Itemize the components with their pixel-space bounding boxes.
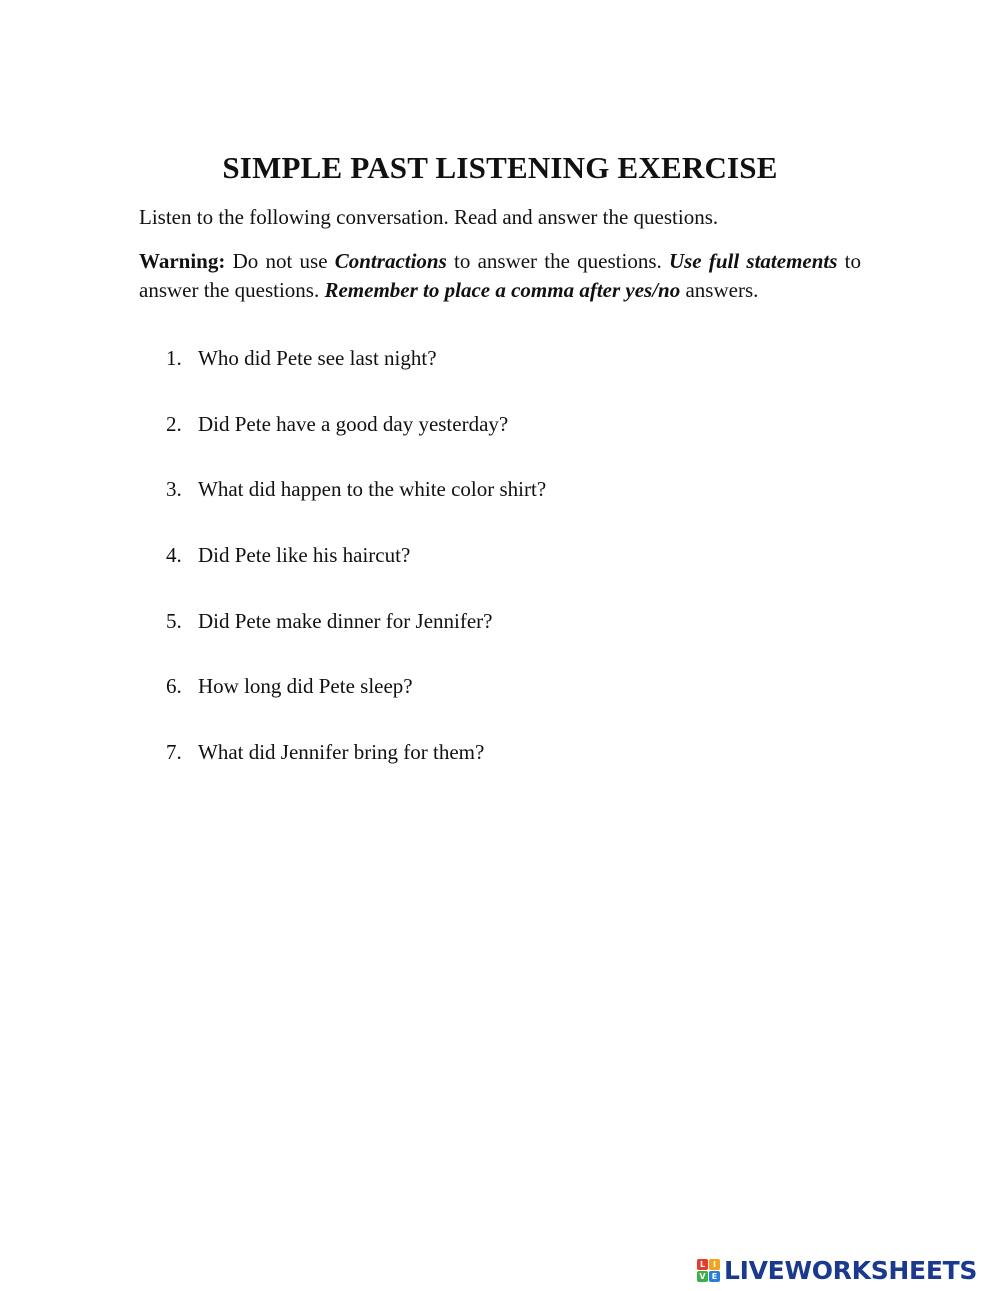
question-text: Did Pete like his haircut? [198,543,411,568]
question-text: How long did Pete sleep? [198,674,413,699]
question-text: What did happen to the white color shirt? [198,477,547,502]
question-text: Did Pete make dinner for Jennifer? [198,608,493,633]
worksheet-title: SIMPLE PAST LISTENING EXERCISE [222,150,778,185]
instructions-text: Listen to the following conversation. Read and answer the questions. [139,205,719,229]
question-item [166,672,856,738]
warning-full-statements: Use full statements [668,249,838,273]
liveworksheets-logo-icon [697,1259,720,1282]
question-list [166,344,856,804]
question-number: 6. [166,674,182,699]
question-number: 3. [166,477,182,502]
question-item [166,738,856,804]
question-item [166,410,856,476]
warning-paragraph [139,247,861,304]
warning-text-3: to answer the questions. [139,249,861,302]
warning-label: Warning: [139,249,226,273]
question-number: 1. [166,346,182,370]
question-text: Who did Pete see last night? [198,346,437,370]
warning-comma-rule: Remember to place a comma after yes/no [324,277,681,302]
logo-text: LIVEWORKSHEETS [724,1255,978,1285]
logo-mark-square: E [709,1271,720,1282]
logo-mark-square: I [709,1259,720,1270]
question-number: 2. [166,411,182,436]
question-number: 7. [166,740,182,765]
warning-text-1: Do not use [225,249,335,273]
liveworksheets-logo [697,1254,977,1286]
question-number: 4. [166,543,182,568]
question-item [166,475,856,541]
question-item [166,344,856,410]
warning-text-2: to answer the questions. [446,249,669,273]
question-text: What did Jennifer bring for them? [198,740,485,765]
warning-text-4: answers. [680,277,759,302]
question-text: Did Pete have a good day yesterday? [198,411,509,436]
logo-mark-square: L [697,1259,708,1270]
question-number: 5. [166,608,182,633]
question-item [166,541,856,607]
warning-contractions: Contractions [334,249,447,273]
question-item [166,607,856,673]
logo-mark-square: V [697,1271,708,1282]
